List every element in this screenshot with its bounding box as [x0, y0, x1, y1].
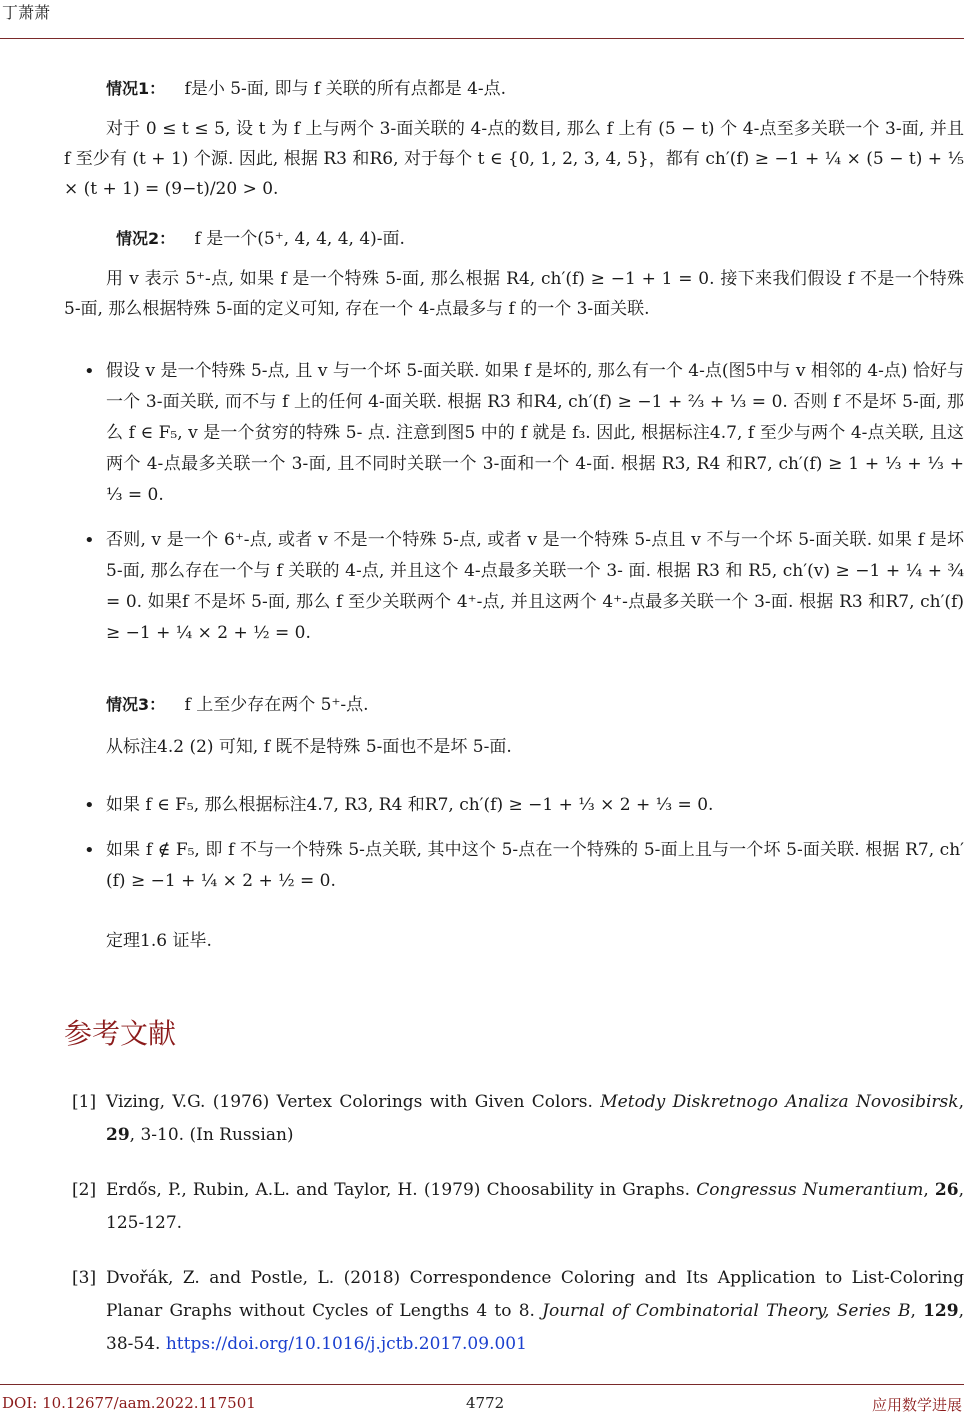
reference-body [106, 1086, 964, 1152]
reference-body [106, 1262, 964, 1361]
footer-page-number: 4772 [466, 1394, 505, 1412]
reference-comma: , [910, 1301, 924, 1321]
case1-paragraph: 对于 0 ≤ t ≤ 5, 设 t 为 f 上与两个 3-面关联的 4-点的数目, 那么 f 上有 (5 − t) 个 4-点至多关联一个 3-面, 并且 f 至少有 (t + 1) 个源. 因此, 根据 R3 和R6, 对于每个 t ∈ {0, 1, 2, 3, 4, 5}，都有 ch′(f) ≥ −1 + ¼ × (5 − t) + ⅕ × (t + 1) = (9−t)/20 > 0. [64, 119, 964, 199]
list-item: • 如果 f ∈ F₅, 那么根据标注4.7, R3, R4 和R7, ch′(f) ≥ −1 + ⅓ × 2 + ⅓ = 0. [84, 790, 964, 821]
proof-conclusion: 定理1.6 证毕. [106, 931, 212, 951]
case2-heading [116, 224, 405, 249]
reference-doi-link[interactable]: https://doi.org/10.1016/j.jctb.2017.09.001 [165, 1334, 527, 1354]
reference-journal: Congressus Numerantium [696, 1180, 924, 1200]
reference-text: Vizing, V.G. (1976) Vertex Colorings with Given Colors. [106, 1092, 593, 1112]
case2-paragraph: 用 v 表示 5⁺-点, 如果 f 是一个特殊 5-面, 那么根据 R4, ch′(f) ≥ −1 + 1 = 0. 接下来我们假设 f 不是一个特殊 5-面, 那么根据特殊 5-面的定义可知, 存在一个 4-点最多与 f 的一个 3-面关联. [64, 269, 964, 319]
reference-pages: , 38-54. [106, 1301, 964, 1354]
case3-bullet-list [84, 790, 964, 897]
reference-comma: , [923, 1180, 935, 1200]
reference-body [106, 1174, 964, 1240]
reference-text: Dvořák, Z. and Postle, L. (2018) Correspondence Coloring and Its Application to List-Coloring Planar Graphs without Cycles of Lengths 4 to 8. [106, 1268, 964, 1321]
header-rule [0, 38, 964, 39]
reference-journal: Metody Diskretnogo Analiza Novosibirsk [600, 1092, 959, 1112]
case3-heading [106, 690, 369, 715]
list-item: • 假设 v 是一个特殊 5-点, 且 v 与一个坏 5-面关联. 如果 f 是坏的, 那么有一个 4-点(图5中与 v 相邻的 4-点) 恰好与一个 3-面关联, 而不与 f 上的任何 4-面关联. 根据 R3 和R4, ch′(f) ≥ −1 + ⅔ + ⅓ = 0. 否则 f 不是坏 5-面, 那么 f ∈ F₅, v 是一个贫穷的特殊 5- 点. 注意到图5 中的 f 就是 f₃. 因此, 根据标注4.7, f 至少与两个 4-点关联, 且这两个 4-点最多关联一个 3-面, 且不同时关联一个 3-面和一个 4-面. 根据 R3, R4 和R7, ch′(f) ≥ 1 + ⅓ + ⅓ + ⅓ = 0. [84, 356, 964, 511]
case2-title: f 是一个(5⁺, 4, 4, 4, 4)-面. [194, 229, 405, 249]
reference-item [72, 1174, 964, 1240]
reference-number: [1] [72, 1092, 97, 1112]
reference-pages: , 125-127. [106, 1180, 964, 1233]
case1-title: f是小 5-面, 即与 f 关联的所有点都是 4-点. [184, 79, 507, 99]
case1-label: 情况1： [106, 79, 166, 98]
case1-heading [106, 74, 506, 99]
reference-pages: , 3-10. (In Russian) [129, 1125, 294, 1145]
reference-comma: , [958, 1092, 964, 1112]
list-item: • 如果 f ∉ F₅, 即 f 不与一个特殊 5-点关联, 其中这个 5-点在一个特殊的 5-面上且与一个坏 5-面关联. 根据 R7, ch′(f) ≥ −1 + ¼ × 2 + ½ = 0. [84, 835, 964, 897]
reference-journal: Journal of Combinatorial Theory, Series B [542, 1301, 911, 1321]
case3-paragraph: 从标注4.2 (2) 可知, f 既不是特殊 5-面也不是坏 5-面. [106, 737, 512, 757]
reference-item [72, 1086, 964, 1152]
footer-rule [0, 1384, 964, 1385]
footer-doi: DOI: 10.12677/aam.2022.117501 [2, 1394, 256, 1412]
list-item: • 否则, v 是一个 6⁺-点, 或者 v 不是一个特殊 5-点, 或者 v 是一个特殊 5-点且 v 不与一个坏 5-面关联. 如果 f 是坏 5-面, 那么存在一个与 f 关联的 4-点, 并且这个 4-点最多关联一个 3- 面. 根据 R3 和 R5, ch′(v) ≥ −1 + ¼ + ¾ = 0. 如果f 不是坏 5-面, 那么 f 至少关联两个 4⁺-点, 并且这两个 4⁺-点最多关联一个 3-面. 根据 R3 和R7, ch′(f) ≥ −1 + ¼ × 2 + ½ = 0. [84, 525, 964, 649]
reference-volume: 29 [106, 1125, 130, 1145]
footer-journal-name: 应用数学进展 [871, 1396, 962, 1414]
case3-label: 情况3： [106, 695, 166, 714]
reference-number: [2] [72, 1180, 97, 1200]
running-head-author: 丁萧萧 [2, 3, 51, 22]
case2-label: 情况2： [116, 229, 176, 248]
reference-item [72, 1262, 964, 1361]
references-heading: 参考文献 [64, 1017, 177, 1050]
reference-number: [3] [72, 1268, 97, 1288]
case2-bullet-list [84, 356, 964, 649]
case3-title: f 上至少存在两个 5⁺-点. [184, 695, 369, 715]
reference-volume: 26 [934, 1180, 959, 1200]
reference-volume: 129 [923, 1301, 959, 1321]
reference-text: Erdős, P., Rubin, A.L. and Taylor, H. (1979) Choosability in Graphs. [106, 1180, 691, 1200]
